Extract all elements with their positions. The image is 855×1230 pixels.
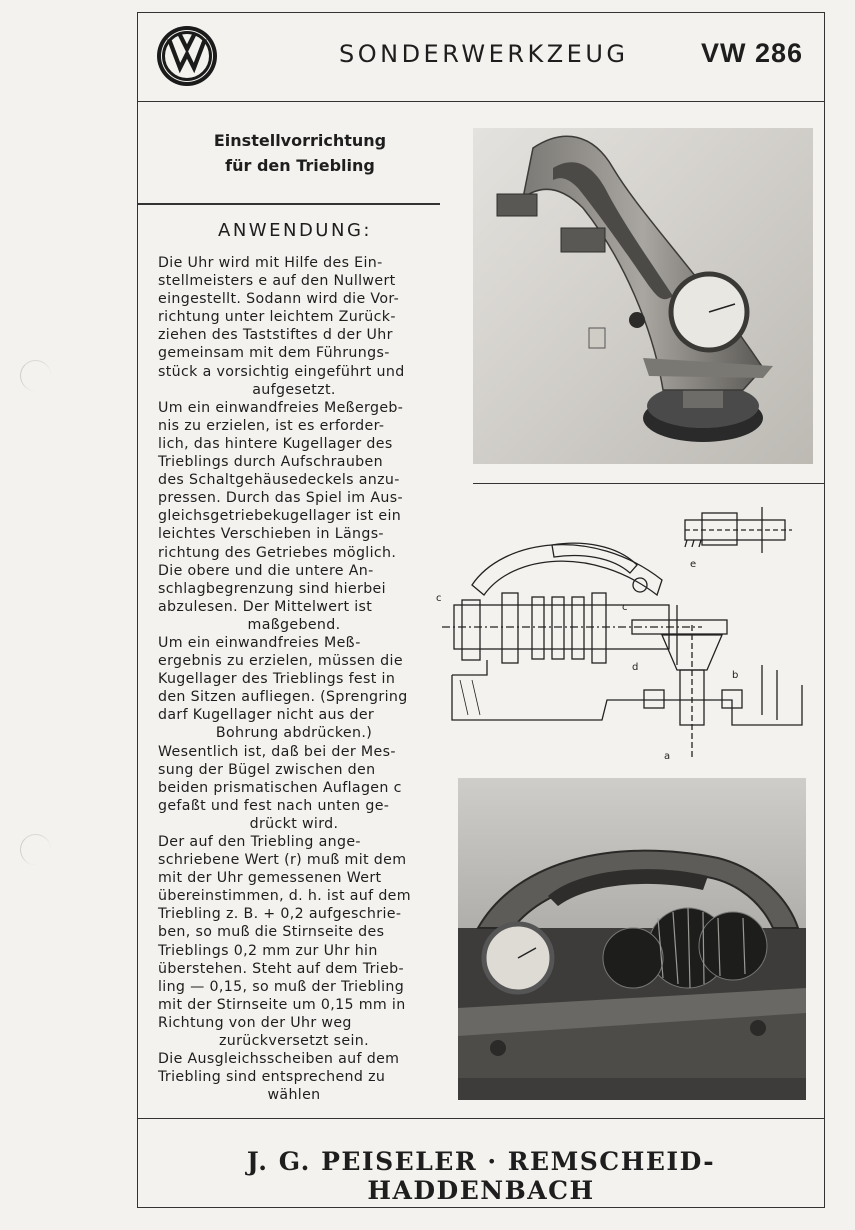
text-line: gemeinsam mit dem Führungs- <box>158 345 390 362</box>
text-line-last: drückt wird. <box>249 815 339 832</box>
vw-logo-icon <box>155 24 219 88</box>
company-name: J. G. PEISELER · REMSCHEID-HADDENBACH <box>246 1147 716 1205</box>
text-line: Um ein einwandfreies Meß- <box>158 634 361 651</box>
text-line-last: wählen <box>267 1087 321 1104</box>
header-title: SONDERWERKZEUG <box>339 40 629 68</box>
text-line-last: maßgebend. <box>247 616 341 633</box>
body-text <box>158 254 430 1104</box>
text-line: Die obere und die untere An- <box>158 562 374 579</box>
text-line: ziehen des Taststiftes d der Uhr <box>158 327 393 344</box>
tool-title <box>160 128 440 178</box>
diagram-label-b: b <box>732 670 739 681</box>
text-line: nis zu erzielen, ist es erforder- <box>158 417 385 434</box>
text-line: überstehen. Steht auf dem Trieb- <box>158 960 404 977</box>
text-line: den Sitzen aufliegen. (Sprengring <box>158 689 408 706</box>
text-line: schriebene Wert (r) muß mit dem <box>158 852 407 869</box>
text-line: Triebling sind entsprechend zu <box>158 1069 386 1086</box>
tool-photo <box>473 128 813 464</box>
text-line: Die Uhr wird mit Hilfe des Ein- <box>158 255 383 271</box>
tool-title-line-1: Einstellvorrichtung <box>213 131 387 150</box>
paragraph <box>158 1050 430 1104</box>
section-heading: ANWENDUNG: <box>218 220 372 241</box>
text-line: richtung unter leichtem Zurück- <box>158 309 396 326</box>
paragraph <box>158 743 430 833</box>
diagram-label-e: e <box>690 559 697 570</box>
text-line: richtung des Getriebes möglich. <box>158 544 397 561</box>
text-line: stück a vorsichtig eingeführt und <box>158 363 405 380</box>
tool-title-line-2: für den Triebling <box>225 156 375 175</box>
paragraph <box>158 254 430 399</box>
installation-photo <box>458 778 806 1100</box>
punch-hole-top <box>20 360 51 391</box>
text-line: eingestellt. Sodann wird die Vor- <box>158 291 400 308</box>
text-line: gleichsgetriebekugellager ist ein <box>158 508 402 525</box>
text-line: Wesentlich ist, daß bei der Mes- <box>158 743 396 760</box>
text-line: ergebnis zu erzielen, müssen die <box>158 653 403 670</box>
text-line: sung der Bügel zwischen den <box>158 761 376 778</box>
punch-hole-bottom <box>20 834 51 865</box>
text-line: Kugellager des Trieblings fest in <box>158 671 396 688</box>
text-line: ling — 0,15, so muß der Triebling <box>158 978 405 995</box>
text-line-last: zurückversetzt sein. <box>218 1033 369 1050</box>
diagram-label-a: a <box>664 751 671 762</box>
text-line-last: Bohrung abdrücken.) <box>215 725 373 742</box>
footer <box>137 1118 825 1208</box>
paragraph <box>158 833 430 1050</box>
text-line: beiden prismatischen Auflagen c <box>158 779 402 796</box>
text-line: gefaßt und fest nach unten ge- <box>158 797 390 814</box>
text-line: mit der Stirnseite um 0,15 mm in <box>158 996 406 1013</box>
text-line-last: aufgesetzt. <box>252 381 336 398</box>
text-line: stellmeisters e auf den Nullwert <box>158 273 396 290</box>
title-divider <box>137 203 440 205</box>
text-line: ben, so muß die Stirnseite des <box>158 924 385 941</box>
tool-code: VW 286 <box>700 38 803 68</box>
text-line: leichtes Verschieben in Längs- <box>158 526 384 543</box>
text-line: schlagbegrenzung sind hierbei <box>158 580 386 597</box>
text-line: abzulesen. Der Mittelwert ist <box>158 598 373 615</box>
text-line: pressen. Durch das Spiel im Aus- <box>158 490 403 507</box>
paragraph <box>158 634 430 743</box>
diagram-label-d: d <box>632 662 639 673</box>
text-line: des Schaltgehäusedeckels anzu- <box>158 472 400 489</box>
header <box>137 12 825 102</box>
technical-diagram <box>432 485 824 770</box>
paragraph <box>158 399 430 634</box>
text-line: übereinstimmen, d. h. ist auf dem <box>158 888 411 905</box>
diagram-label-c-left: c <box>436 593 442 604</box>
diagram-label-c-right: c <box>622 602 628 613</box>
text-line: Die Ausgleichsscheiben auf dem <box>158 1051 400 1068</box>
text-line: Der auf den Triebling ange- <box>158 834 361 850</box>
text-line: darf Kugellager nicht aus der <box>158 707 375 724</box>
text-line: Triebling z. B. + 0,2 aufgeschrie- <box>158 906 402 923</box>
text-line: Trieblings 0,2 mm zur Uhr hin <box>158 942 378 959</box>
text-line: lich, das hintere Kugellager des <box>158 435 393 452</box>
text-line: Richtung von der Uhr weg <box>158 1014 352 1031</box>
text-line: mit der Uhr gemessenen Wert <box>158 870 382 887</box>
text-line: Trieblings durch Aufschrauben <box>158 454 383 471</box>
photo-divider <box>473 483 825 484</box>
text-line: Um ein einwandfreies Meßergeb- <box>158 399 404 416</box>
